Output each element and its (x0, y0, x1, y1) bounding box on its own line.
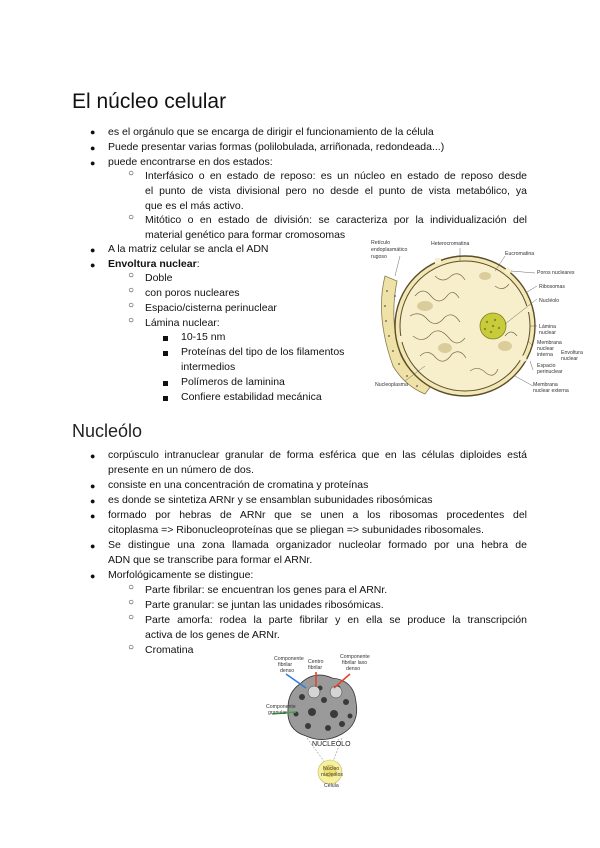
list-item: es donde se sintetiza ARNr y se ensamblan subunidades ribosómicas (108, 494, 433, 506)
list-item: 10-15 nm (181, 331, 226, 343)
bullet: ○ (128, 642, 135, 653)
nucleolus-figure (262, 652, 372, 788)
inner-membrane (400, 261, 530, 391)
list-item: puede encontrarse en dos estados: (108, 156, 273, 168)
bullet: ● (90, 158, 96, 168)
list-item: Lámina nuclear: (145, 317, 220, 329)
section-heading-nucleolo: Nucleólo (72, 421, 143, 441)
label-fibrilar-laxo: denso (346, 666, 361, 672)
list-item: A la matriz celular se ancla el ADN (108, 243, 269, 255)
bullet (163, 381, 168, 386)
list-item: Polímeros de laminina (181, 376, 285, 388)
bullet: ● (90, 481, 96, 491)
label-espacio: Espacio (537, 363, 556, 369)
list-item (108, 257, 200, 272)
bullet: ● (90, 143, 96, 153)
nucleus-figure (365, 236, 583, 402)
label-nucleo: nucleolos (321, 772, 343, 778)
label-fibrilar-denso: denso (280, 668, 295, 674)
label-nucleolo: Nucléolo (539, 298, 560, 304)
list-item: Confiere estabilidad mecánica (181, 391, 322, 403)
list-item: Morfológicamente se distingue: (108, 569, 254, 581)
fibrilar-center (330, 686, 342, 698)
bullet: ● (90, 496, 96, 506)
list-item: Cromatina (145, 644, 194, 656)
nucleolus-blob (288, 675, 357, 739)
list-item: Puede presentar varias formas (polilobulada, arriñonada, redondeada...) (108, 141, 445, 153)
list-item: Parte fibrilar: se encuentran los genes para el ARNr. (145, 584, 388, 596)
bullet: ● (90, 571, 96, 581)
list-item-cont: ADN que se transcribe para formar el ARNr. (108, 554, 313, 566)
list-item-cont: el punto de vista divisional pero no desde el punto de vista metabólico, ya (145, 185, 527, 197)
list-item: Proteínas del tipo de los filamentos (181, 346, 345, 358)
label-envoltura: nuclear (561, 356, 579, 362)
list-item: formado por hebras de ARNr que se unen a los ribosomas procedentes del (108, 509, 527, 521)
bullet (163, 396, 168, 401)
bullet: ● (90, 511, 96, 521)
list-item-cont: citoplasma => Ribonucleoproteínas que se pliegan => subunidades ribosomales. (108, 524, 484, 536)
label-membrana-interna: nuclear (537, 346, 555, 352)
label-nucleoplasma: Nucleoplasma (375, 382, 408, 388)
label-espacio: perinuclear (537, 369, 563, 375)
list-item: Mitótico o en estado de división: se caracteriza por la individualización del (145, 214, 527, 226)
bullet: ○ (128, 285, 135, 296)
label-ribosomas: Ribosomas (539, 284, 565, 290)
nucleolo-caption: NUCLEÓLO (312, 741, 351, 748)
bullet (163, 351, 168, 356)
label-centro-fibrilar: Centro (308, 659, 324, 665)
label-poros: Poros nucleares (537, 270, 575, 276)
list-item-cont: intermedios (181, 361, 236, 373)
label-heterocromatina: Heterocromatina (431, 241, 470, 247)
bullet: ● (90, 541, 96, 551)
bullet: ○ (128, 612, 135, 623)
bullet: ○ (128, 597, 135, 608)
label-membrana-externa: nuclear externa (533, 388, 569, 394)
label-granular: Componente (266, 704, 296, 710)
list-item: Parte amorfa: rodea la parte fibrilar y en ella se produce la transcripción (145, 614, 527, 626)
label-fibrilar-laxo: fibrilar laxo (342, 660, 368, 666)
list-item: Interfásico o en estado de reposo: es un núcleo en estado de reposo desde (145, 170, 527, 182)
list-item: es el orgánulo que se encarga de dirigir el funcionamiento de la célula (108, 126, 434, 138)
list-item-cont: activa de los genes de ARNr. (145, 629, 280, 641)
bullet: ○ (128, 212, 135, 223)
label-lamina: nuclear (539, 330, 557, 336)
envoltura-colon: : (196, 258, 200, 270)
list-item: con poros nucleares (145, 287, 240, 299)
bullet: ○ (128, 168, 135, 179)
label-reticulo: rugoso (371, 254, 387, 260)
label-fibrilar-denso: Componente (274, 656, 304, 662)
label-reticulo: Retículo (371, 240, 391, 246)
bullet: ○ (128, 300, 135, 311)
bullet: ● (90, 451, 96, 461)
label-lamina: Lámina (539, 324, 557, 330)
label-membrana-interna: interna (537, 352, 553, 358)
page-title: El núcleo celular (72, 90, 227, 113)
label-centro-fibrilar: fibrilar (308, 665, 323, 671)
list-item: Doble (145, 272, 173, 284)
list-item: corpúsculo intranuclear granular de forma esférica que en las células diploides está (108, 449, 527, 461)
fibrilar-center (308, 686, 320, 698)
label-membrana-interna: Membrana (537, 340, 562, 346)
list-item: consiste en una concentración de cromatina y proteínas (108, 479, 369, 491)
bullet (163, 336, 168, 341)
bullet: ● (90, 260, 96, 270)
envoltura-label: Envoltura nuclear (108, 258, 197, 270)
list-item: Espacio/cisterna perinuclear (145, 302, 277, 314)
label-envoltura: Envoltura (561, 350, 583, 356)
label-eucromatina: Eucromatina (505, 251, 535, 257)
list-item-cont: material genético para formar cromosomas (145, 229, 346, 241)
label-granular: granular (268, 710, 288, 716)
label-reticulo: endoplasmático (371, 247, 408, 253)
bullet: ○ (128, 270, 135, 281)
bullet: ● (90, 245, 96, 255)
label-celula: Célula (324, 783, 339, 789)
list-item: Parte granular: se juntan las unidades ribosómicas. (145, 599, 384, 611)
bullet: ○ (128, 582, 135, 593)
label-membrana-externa: Membrana (533, 382, 558, 388)
label-fibrilar-laxo: Componente (340, 654, 370, 660)
bullet: ○ (128, 315, 135, 326)
label-nucleo: Núcleo (323, 766, 340, 772)
label-fibrilar-denso: fibrilar (278, 662, 293, 668)
bullet: ● (90, 127, 96, 137)
list-item-cont: que es el más activo. (145, 200, 244, 212)
list-item: Se distingue una zona llamada organizador nucleolar formado por una hebra de (108, 539, 527, 551)
list-item-cont: presente en un número de dos. (108, 464, 254, 476)
